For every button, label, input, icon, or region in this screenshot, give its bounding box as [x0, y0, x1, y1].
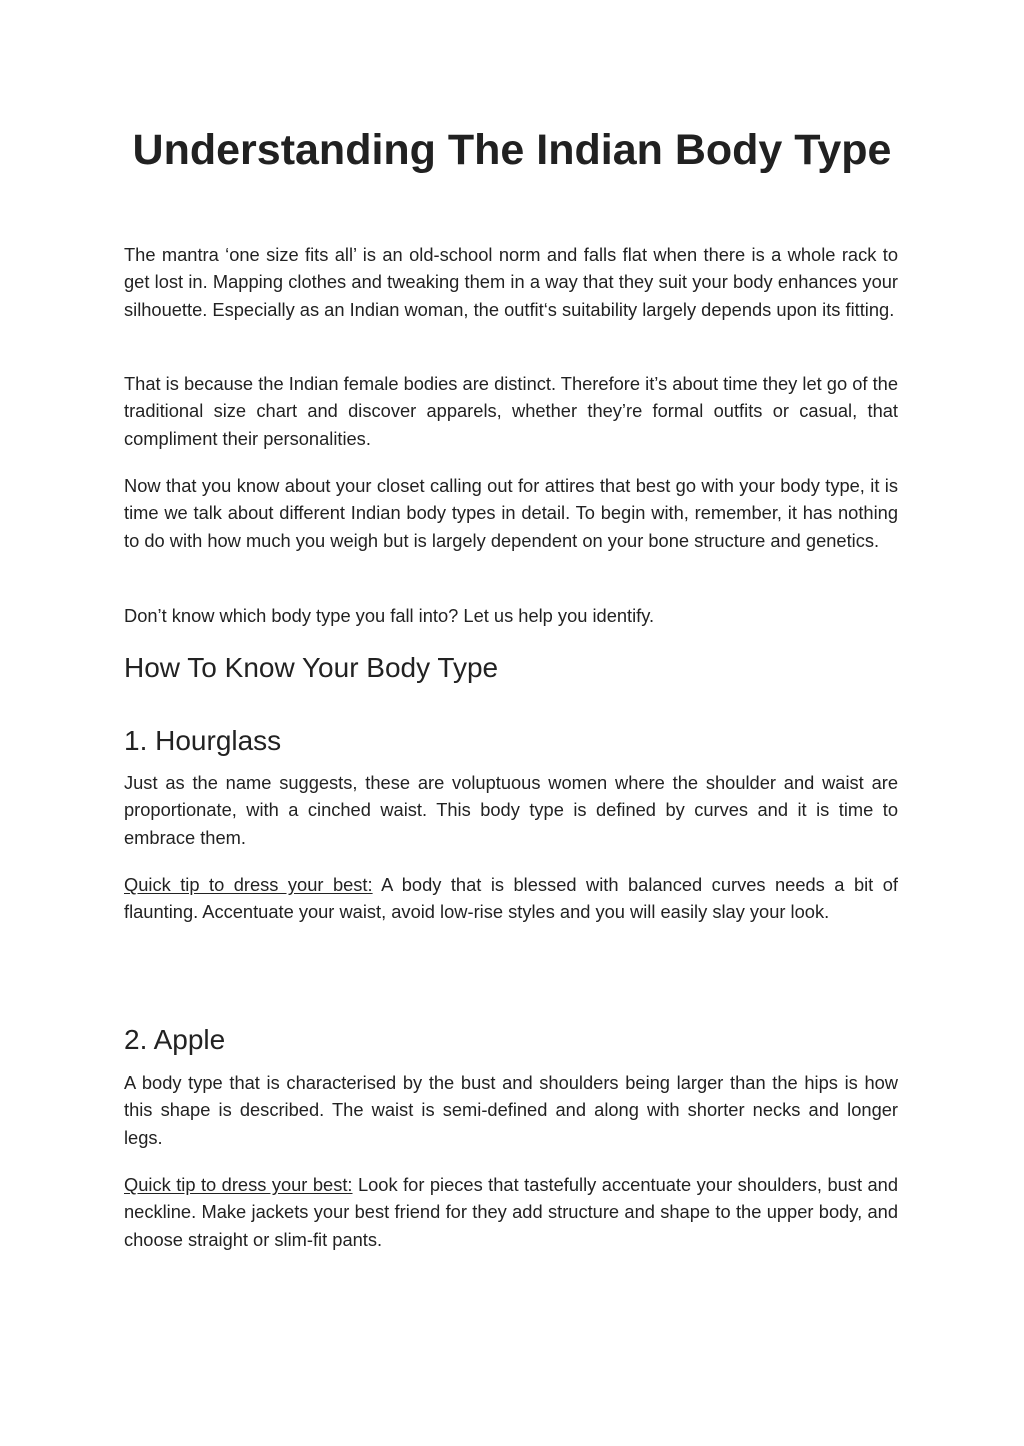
quick-tip-text: Look for pieces that tastefully accentuate your shoulders, bust and neckline. Make jackets your best friend for they add structure and shape to the upper body, and choose straight or slim-fit pants.: [124, 1174, 898, 1250]
quick-tip-text: A body that is blessed with balanced curves needs a bit of flaunting. Accentuate your waist, avoid low-rise styles and you will easily slay your look.: [124, 874, 898, 923]
body-type-heading-hourglass: 1. Hourglass: [124, 725, 282, 756]
quick-tip-apple: [124, 1171, 898, 1253]
intro-paragraph-2: That is because the Indian female bodies are distinct. Therefore it’s about time they let go of the traditional size chart and discover apparels, whether they’re formal outfits or casual, that compliment their personalities.: [124, 373, 898, 449]
quick-tip-hourglass: [124, 871, 898, 926]
body-type-description-apple: A body type that is characterised by the bust and shoulders being larger than the hips is how this shape is described. The waist is semi-defined and along with shorter necks and longer legs.: [124, 1072, 898, 1148]
intro-paragraph-3: Now that you know about your closet calling out for attires that best go with your body type, it is time we talk about different Indian body types in detail. To begin with, remember, it has nothing to do with how much you weigh but is largely dependent on your bone structure and genetics.: [124, 475, 898, 551]
page-title: Understanding The Indian Body Type: [132, 126, 892, 174]
quick-tip-label: Quick tip to dress your best:: [124, 1174, 353, 1195]
section-heading: How To Know Your Body Type: [124, 652, 499, 683]
quick-tip-label: Quick tip to dress your best:: [124, 874, 373, 895]
body-type-heading-apple: 2. Apple: [124, 1024, 226, 1055]
body-type-description-hourglass: Just as the name suggests, these are voluptuous women where the shoulder and waist are proportionate, with a cinched waist. This body type is defined by curves and it is time to embrace them.: [124, 772, 898, 848]
intro-paragraph-1: The mantra ‘one size fits all’ is an old-school norm and falls flat when there is a whole rack to get lost in. Mapping clothes and tweaking them in a way that they suit your body enhances your silhouette. Especially as an Indian woman, the outfit‘s suitability largely depends upon its fitting.: [124, 244, 898, 320]
intro-paragraph-4: Don’t know which body type you fall into? Let us help you identify.: [124, 605, 655, 626]
